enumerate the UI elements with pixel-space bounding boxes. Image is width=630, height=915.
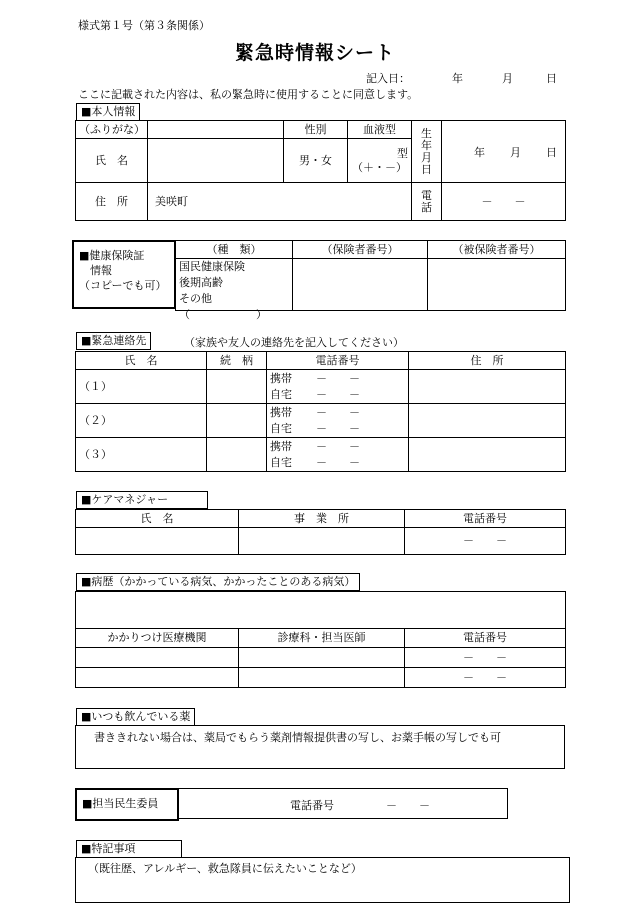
- section-heading-care-manager: ■ケアマネジャー: [76, 491, 208, 509]
- table-row: [76, 370, 566, 404]
- phone-field[interactable]: － －: [442, 183, 566, 221]
- name-label: 氏 名: [76, 139, 148, 183]
- section-heading-welfare: ■担当民生委員: [75, 788, 179, 821]
- birth-date-field[interactable]: 年 月 日: [442, 121, 566, 183]
- section-heading-insurance: ■健康保険証 情報 （コピーでも可）: [72, 240, 176, 309]
- dept-doctor-field[interactable]: [239, 648, 405, 668]
- care-phone-field[interactable]: － －: [405, 528, 566, 555]
- notes-field[interactable]: [75, 857, 570, 903]
- emergency-relation-field[interactable]: [207, 438, 267, 472]
- medical-history-field[interactable]: [76, 592, 566, 629]
- emergency-address-field[interactable]: [409, 370, 566, 404]
- emergency-phone-header: 電話番号: [267, 352, 409, 370]
- address-field[interactable]: 美咲町: [148, 183, 412, 221]
- emergency-contacts-table: [75, 351, 566, 472]
- emergency-address-header: 住 所: [409, 352, 566, 370]
- table-row: [76, 438, 566, 472]
- care-office-field[interactable]: [239, 528, 405, 555]
- table-row: [76, 668, 566, 688]
- table-row: [76, 404, 566, 438]
- care-phone-header: 電話番号: [405, 510, 566, 528]
- hospital-field[interactable]: [76, 668, 239, 688]
- insurance-type-options[interactable]: 国民健康保険 後期高齢 その他（ ）: [176, 259, 293, 311]
- emergency-name-field[interactable]: （１）: [76, 370, 207, 404]
- hospital-phone-field[interactable]: － －: [405, 648, 566, 668]
- dept-doctor-header: 診療科・担当医師: [239, 629, 405, 648]
- furigana-label: （ふりがな）: [76, 121, 148, 139]
- emergency-name-header: 氏 名: [76, 352, 207, 370]
- section-heading-notes: ■特記事項: [76, 840, 182, 858]
- section-heading-medical-history: ■病歴（かかっている病気、かかったことのある病気）: [76, 573, 360, 591]
- blood-type-label: 血液型: [348, 121, 412, 139]
- medicine-field[interactable]: [75, 725, 565, 769]
- gender-label: 性別: [284, 121, 348, 139]
- insurer-number-header: （保険者番号）: [293, 241, 428, 259]
- address-label: 住 所: [76, 183, 148, 221]
- entry-date-year: 年: [452, 72, 463, 85]
- insurer-number-field[interactable]: [293, 259, 428, 311]
- medical-history-table: [75, 591, 566, 688]
- consent-text: ここに記載された内容は、私の緊急時に使用することに同意します。: [78, 88, 419, 101]
- care-name-header: 氏 名: [76, 510, 239, 528]
- section-heading-personal: ■本人情報: [76, 103, 140, 121]
- emergency-phone-field[interactable]: 携帯 － － 自宅 － －: [267, 404, 409, 438]
- insurance-type-header: （種 類）: [176, 241, 293, 259]
- hospital-phone-field[interactable]: － －: [405, 668, 566, 688]
- entry-date-day: 日: [546, 72, 557, 85]
- emergency-name-field[interactable]: （２）: [76, 404, 207, 438]
- hospital-field[interactable]: [76, 648, 239, 668]
- entry-date-month: 月: [502, 72, 513, 85]
- care-manager-table: [75, 509, 566, 555]
- emergency-note: （家族や友人の連絡先を記入してください）: [184, 336, 404, 349]
- blood-type-field[interactable]: 型 （＋・－）: [348, 139, 412, 183]
- emergency-relation-field[interactable]: [207, 404, 267, 438]
- gender-options[interactable]: 男・女: [284, 139, 348, 183]
- furigana-field[interactable]: [148, 121, 284, 139]
- hospital-header: かかりつけ医療機関: [76, 629, 239, 648]
- welfare-phone-field[interactable]: 電話番号 － －: [175, 788, 508, 819]
- form-number: 様式第１号（第３条関係）: [78, 19, 210, 32]
- emergency-address-field[interactable]: [409, 438, 566, 472]
- insurance-table: [175, 240, 566, 321]
- section-heading-emergency: ■緊急連絡先: [76, 332, 151, 350]
- insured-number-field[interactable]: [428, 259, 566, 311]
- name-field[interactable]: [148, 139, 284, 183]
- table-row: [76, 648, 566, 668]
- personal-info-table: [75, 120, 566, 221]
- insured-number-header: （被保険者番号）: [428, 241, 566, 259]
- care-name-field[interactable]: [76, 528, 239, 555]
- care-office-header: 事 業 所: [239, 510, 405, 528]
- section-heading-medicine: ■いつも飲んでいる薬: [76, 708, 195, 726]
- dept-doctor-field[interactable]: [239, 668, 405, 688]
- emergency-phone-field[interactable]: 携帯 － － 自宅 － －: [267, 438, 409, 472]
- hospital-phone-header: 電話番号: [405, 629, 566, 648]
- emergency-name-field[interactable]: （３）: [76, 438, 207, 472]
- birth-label: 生 年 月 日: [412, 121, 442, 183]
- phone-label: 電 話: [412, 183, 442, 221]
- page-title: 緊急時情報シート: [234, 42, 395, 64]
- emergency-phone-field[interactable]: 携帯 － － 自宅 － －: [267, 370, 409, 404]
- emergency-relation-header: 続 柄: [207, 352, 267, 370]
- emergency-relation-field[interactable]: [207, 370, 267, 404]
- notes-hint: （既往歴、アレルギー、救急隊員に伝えたいことなど）: [88, 862, 362, 875]
- emergency-address-field[interactable]: [409, 404, 566, 438]
- medicine-note: 書ききれない場合は、薬局でもらう薬剤情報提供書の写し、お薬手帳の写しでも可: [94, 731, 501, 744]
- entry-date-label: 記入日：: [366, 72, 410, 85]
